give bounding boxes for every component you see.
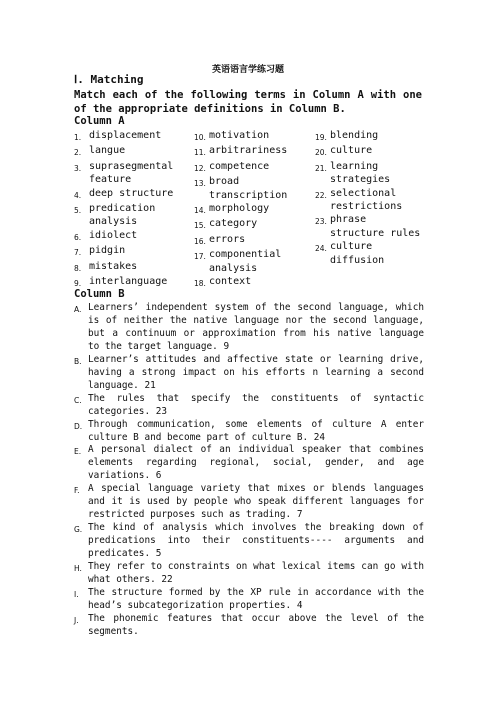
- term-item: [194, 160, 314, 175]
- term-text: deep structure: [89, 187, 174, 199]
- definition-text: Learner’s attitudes and affective state or learning drive, having a strong impact on his efforts n learning a second language. 21: [88, 353, 424, 391]
- term-number: 13.: [194, 179, 206, 189]
- term-item: [194, 175, 314, 202]
- definition-item: [74, 444, 424, 483]
- term-number: 14.: [194, 206, 206, 216]
- term-text: predication analysis: [89, 203, 156, 228]
- term-number: 21.: [315, 163, 327, 173]
- column-a-list-3: [315, 129, 425, 267]
- term-number: 12.: [194, 163, 206, 173]
- definition-text: The phonemic features that occur above the level of the segments.: [88, 612, 424, 637]
- term-text: morphology: [209, 203, 270, 215]
- term-item: [315, 144, 425, 159]
- section-heading: Ⅰ. Matching: [74, 73, 144, 86]
- term-number: 17.: [194, 252, 206, 262]
- instructions-text: Match each of the following terms in Column A with one of the appropriate definitions in Column B.: [74, 89, 422, 115]
- definition-letter: I.: [74, 589, 79, 599]
- column-b-list: [74, 302, 424, 639]
- definition-text: A special language variety that mixes or blends languages and it is used by people who speak different languages for restricted purposes such as trading. 7: [88, 483, 424, 521]
- term-text: componential analysis: [209, 249, 282, 274]
- definition-item: [74, 613, 424, 639]
- term-item: [194, 217, 314, 232]
- term-item: [74, 229, 194, 244]
- term-text: broad transcription: [209, 176, 288, 201]
- definition-text: Learners’ independent system of the second language, which is of neither the native language nor the second language, but a continuum or approximation from his native language to the target language. 9: [88, 302, 424, 352]
- term-item: [315, 129, 425, 144]
- term-number: 9.: [74, 279, 82, 289]
- term-text: culture: [330, 145, 373, 157]
- term-text: mistakes: [89, 260, 138, 272]
- term-item: [74, 202, 194, 229]
- term-item: [74, 187, 194, 202]
- term-number: 7.: [74, 248, 82, 258]
- definition-item: [74, 522, 424, 561]
- definition-letter: H.: [74, 564, 82, 574]
- term-number: 18.: [194, 279, 206, 289]
- term-number: 10.: [194, 133, 206, 142]
- term-item: [194, 202, 314, 217]
- term-item: [74, 129, 194, 144]
- term-item: [74, 144, 194, 159]
- term-item: [194, 233, 314, 248]
- term-text: errors: [209, 233, 246, 245]
- term-item: [74, 260, 194, 275]
- definition-text: The rules that specify the constituents of syntactic categories. 23: [88, 392, 424, 417]
- term-number: 6.: [74, 232, 82, 242]
- term-text: phrase structure rules: [330, 214, 421, 239]
- term-text: category: [209, 218, 258, 230]
- term-number: 15.: [194, 221, 206, 231]
- term-text: idiolect: [89, 229, 138, 241]
- term-text: displacement: [89, 130, 162, 141]
- term-number: 22.: [315, 190, 327, 200]
- definition-text: Through communication, some elements of culture A enter culture B and become part of culture B. 24: [88, 418, 424, 443]
- term-text: selectional restrictions: [330, 187, 403, 213]
- definition-item: [74, 419, 424, 445]
- term-text: arbitrariness: [209, 145, 288, 157]
- term-number: 8.: [74, 263, 82, 273]
- term-text: competence: [209, 160, 270, 172]
- column-a-heading: Column A: [74, 115, 125, 127]
- definition-letter: A.: [74, 305, 82, 314]
- definition-letter: D.: [74, 421, 83, 431]
- column-a-list-2: [194, 129, 314, 290]
- term-number: 24.: [315, 244, 327, 254]
- term-text: langue: [89, 145, 126, 157]
- term-number: 2.: [74, 148, 82, 158]
- term-item: [74, 244, 194, 259]
- term-item: [194, 144, 314, 159]
- term-item: [194, 129, 314, 144]
- definition-item: [74, 561, 424, 587]
- term-number: 23.: [315, 217, 327, 227]
- term-text: suprasegmental feature: [89, 160, 174, 186]
- term-item: [194, 248, 314, 275]
- term-item: [315, 240, 425, 267]
- term-number: 19.: [315, 133, 327, 142]
- definition-item: [74, 354, 424, 393]
- term-number: 20.: [315, 148, 327, 158]
- column-a-list-1: [74, 129, 194, 290]
- term-number: 16.: [194, 236, 206, 246]
- term-text: motivation: [209, 130, 270, 141]
- definition-item: [74, 302, 424, 354]
- definition-text: A personal dialect of an individual speaker that combines elements regarding regional, social, gender, and age variations. 6: [88, 444, 424, 482]
- term-text: interlanguage: [89, 276, 168, 288]
- definition-item: [74, 587, 424, 613]
- definition-letter: E.: [74, 447, 82, 457]
- definition-text: The kind of analysis which involves the breaking down of predications into their constituents---- arguments and predicates. 5: [88, 522, 424, 560]
- term-text: learning strategies: [330, 160, 391, 186]
- definition-letter: G.: [74, 525, 83, 535]
- term-item: [315, 187, 425, 214]
- term-number: 5.: [74, 206, 82, 216]
- definition-letter: C.: [74, 395, 82, 405]
- term-number: 1.: [74, 133, 82, 142]
- term-number: 3.: [74, 163, 82, 173]
- term-item: [194, 275, 314, 290]
- term-text: context: [209, 276, 252, 288]
- definition-text: The structure formed by the XP rule in accordance with the head’s subcategorization properties. 4: [88, 586, 424, 611]
- term-text: blending: [330, 130, 379, 141]
- definition-item: [74, 393, 424, 419]
- term-item: [315, 213, 425, 240]
- term-number: 11.: [194, 148, 206, 158]
- definition-item: [74, 483, 424, 522]
- column-b-heading: Column B: [74, 288, 125, 300]
- definition-letter: B.: [74, 356, 82, 366]
- document-title: 英语语言学练习题: [211, 65, 284, 75]
- definition-text: They refer to constraints on what lexical items can go with what others. 22: [88, 561, 424, 586]
- definition-letter: J.: [74, 615, 79, 625]
- term-item: [74, 160, 194, 187]
- definition-letter: F.: [74, 486, 80, 496]
- term-item: [315, 160, 425, 187]
- term-number: 4.: [74, 190, 82, 200]
- term-text: pidgin: [89, 245, 126, 257]
- term-text: culture diffusion: [330, 241, 385, 266]
